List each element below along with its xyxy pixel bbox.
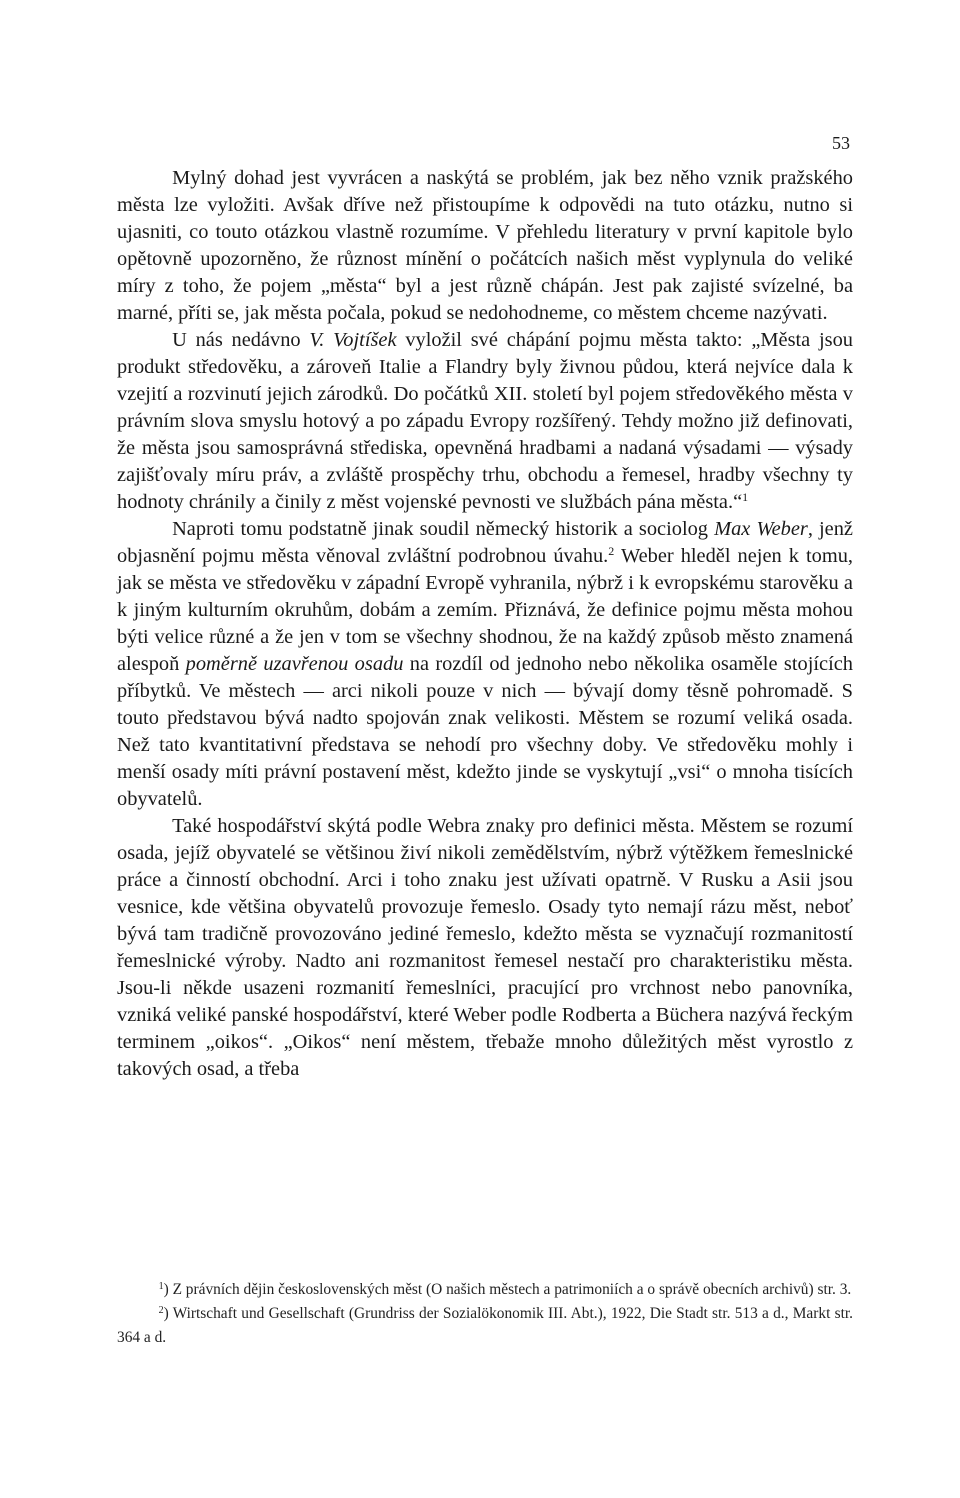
paragraph-3-text-b: , jenž objasnění pojmu města věnoval zvláštní podrobnou úvahu.: [117, 518, 853, 567]
footnote-text: Wirtschaft und Gesellschaft (Grundriss der Sozialökonomik III. Abt.), 1922, Die Stadt str. 513 a d., Markt str. 364 a d.: [117, 1305, 854, 1346]
footnote-mark: 1: [158, 1281, 164, 1292]
author-name-vojtisek: V. Vojtíšek: [309, 329, 397, 351]
footnote-1: $^1$) Z právních dějin československých měst (O našich městech a patrimoniích a o správě obecních archivů) str. 3.: [158, 1281, 852, 1298]
paragraph-3-text-c: Weber hleděl nejen k tomu, jak se města ve středověku v západní Evropě vyhranila, nýbrž i k evropskému starověku a k jiným kulturním okruhům, dobám a zemím. Přiznává, že definice pojmu města mohou býti velice různé a že jen v tom se všechny shodnou, že na každý způsob město znamená alespoň: [117, 545, 853, 675]
paragraph-3-text-a: Naproti tomu podstatně jinak soudil německý historik a sociolog: [172, 518, 715, 540]
page-number: 53: [832, 133, 850, 153]
author-name-weber: Max Weber: [714, 518, 808, 540]
paragraph-4: Také hospodářství skýtá podle Webra znaky pro definici města. Městem se rozumí osada, jejíž obyvatelé se většinou živí nikoli zemědělstvím, nýbrž výtěžkem řemeslnické práce a činností obchodní. Arci i toho znaku jest užívati opatrně. V Rusku a Asii jsou vesnice, kde většina obyvatelů provozuje řemeslo. Osady tyto nemají rázu měst, neboť bývá tam tradičně provozováno jediné řemeslo, kdežto města se vyznačují rozmanitostí řemeslnické výroby. Nadto ani rozmanitost řemesel nestačí pro charakteristiku města. Jsou-li někde usazeni rozmanití řemeslníci, pracující pro vrchnost nebo panovníka, vzniká veliké panské hospodářství, které Weber podle Rodberta a Büchera nazývá řeckým terminem „oikos“. „Oikos“ není městem, třebaže mnoho důležitých měst vyrostlo z takových osad, a třeba: [117, 815, 853, 1080]
paragraph-1: Mylný dohad jest vyvrácen a naskýtá se problém, jak bez něho vznik pražského města lze vyložiti. Avšak dříve než přistoupíme k odpovědi na tuto otázku, nutno si ujasniti, co touto otázkou vlastně rozumíme. V přehledu literatury v první kapitole bylo opětovně upozorněno, že různost mínění o počátcích našich měst vyplynula do veliké míry z toho, že pojem „města“ byl a jest různě chápán. Jest pak zajisté svízelné, ba marné, příti se, jak města počala, pokud se nedohodneme, co městem chceme nazývati.: [117, 167, 853, 324]
footnote-ref-1: 1: [742, 490, 749, 504]
emphasis-uzavrena-osada: poměrně uzavřenou osadu: [185, 653, 404, 675]
footnote-text: Z právních dějin československých měst (O našich městech a patrimoniích a o správě obecních archivů) str. 3.: [172, 1281, 852, 1298]
paragraph-2: [117, 327, 853, 516]
footnote-mark: 2: [158, 1305, 164, 1316]
paragraph-2-text-b: vyložil své chápání pojmu města takto: „Města jsou produkt středověku, a zároveň Italie a Flandry byly živnou půdou, která nejvíce dala k vzejití a rozvinutí jejich zárodků. Do počátků XII. století byl pojem středověkého města v právním slova smyslu hotový a po západu Evropy rozšířený. Tehdy možno již definovati, že města jsou samosprávná střediska, opevněná hradbami a nadaná výsadami — výsady zajišťovaly míru práv, a zvláště prospěchy trhu, obchodu a řemesel, hradby všechny ty hodnoty chránily a činily z měst vojenské pevnosti ve službách pána města.“: [117, 329, 853, 513]
footnotes: [117, 1278, 853, 1350]
paragraph-3-text-d: na rozdíl od jednoho nebo několika osaměle stojících příbytků. Ve městech — arci nikoli pouze v nich — bývají domy těsně pohromadě. S touto představou bývá nadto spojován znak velikosti. Městem se rozumí veliká osada. Než tato kvantitativní představa se nehodí pro všechny doby. Ve středověku mohly i menší osady míti právní postavení měst, kdežto jinde se vyskytují „vsi“ o mnoha tisících obyvatelů.: [117, 653, 853, 810]
footnote-2: $^2$) Wirtschaft und Gesellschaft (Grundriss der Sozialökonomik III. Abt.), 1922, Die Stadt str. 513 a d., Markt str. 364 a d.: [117, 1305, 854, 1346]
paragraph-3: [117, 516, 853, 813]
paragraph-2-text-a: U nás nedávno: [172, 329, 310, 351]
main-text: [117, 165, 853, 1083]
footnote-ref-2: 2: [608, 544, 615, 558]
